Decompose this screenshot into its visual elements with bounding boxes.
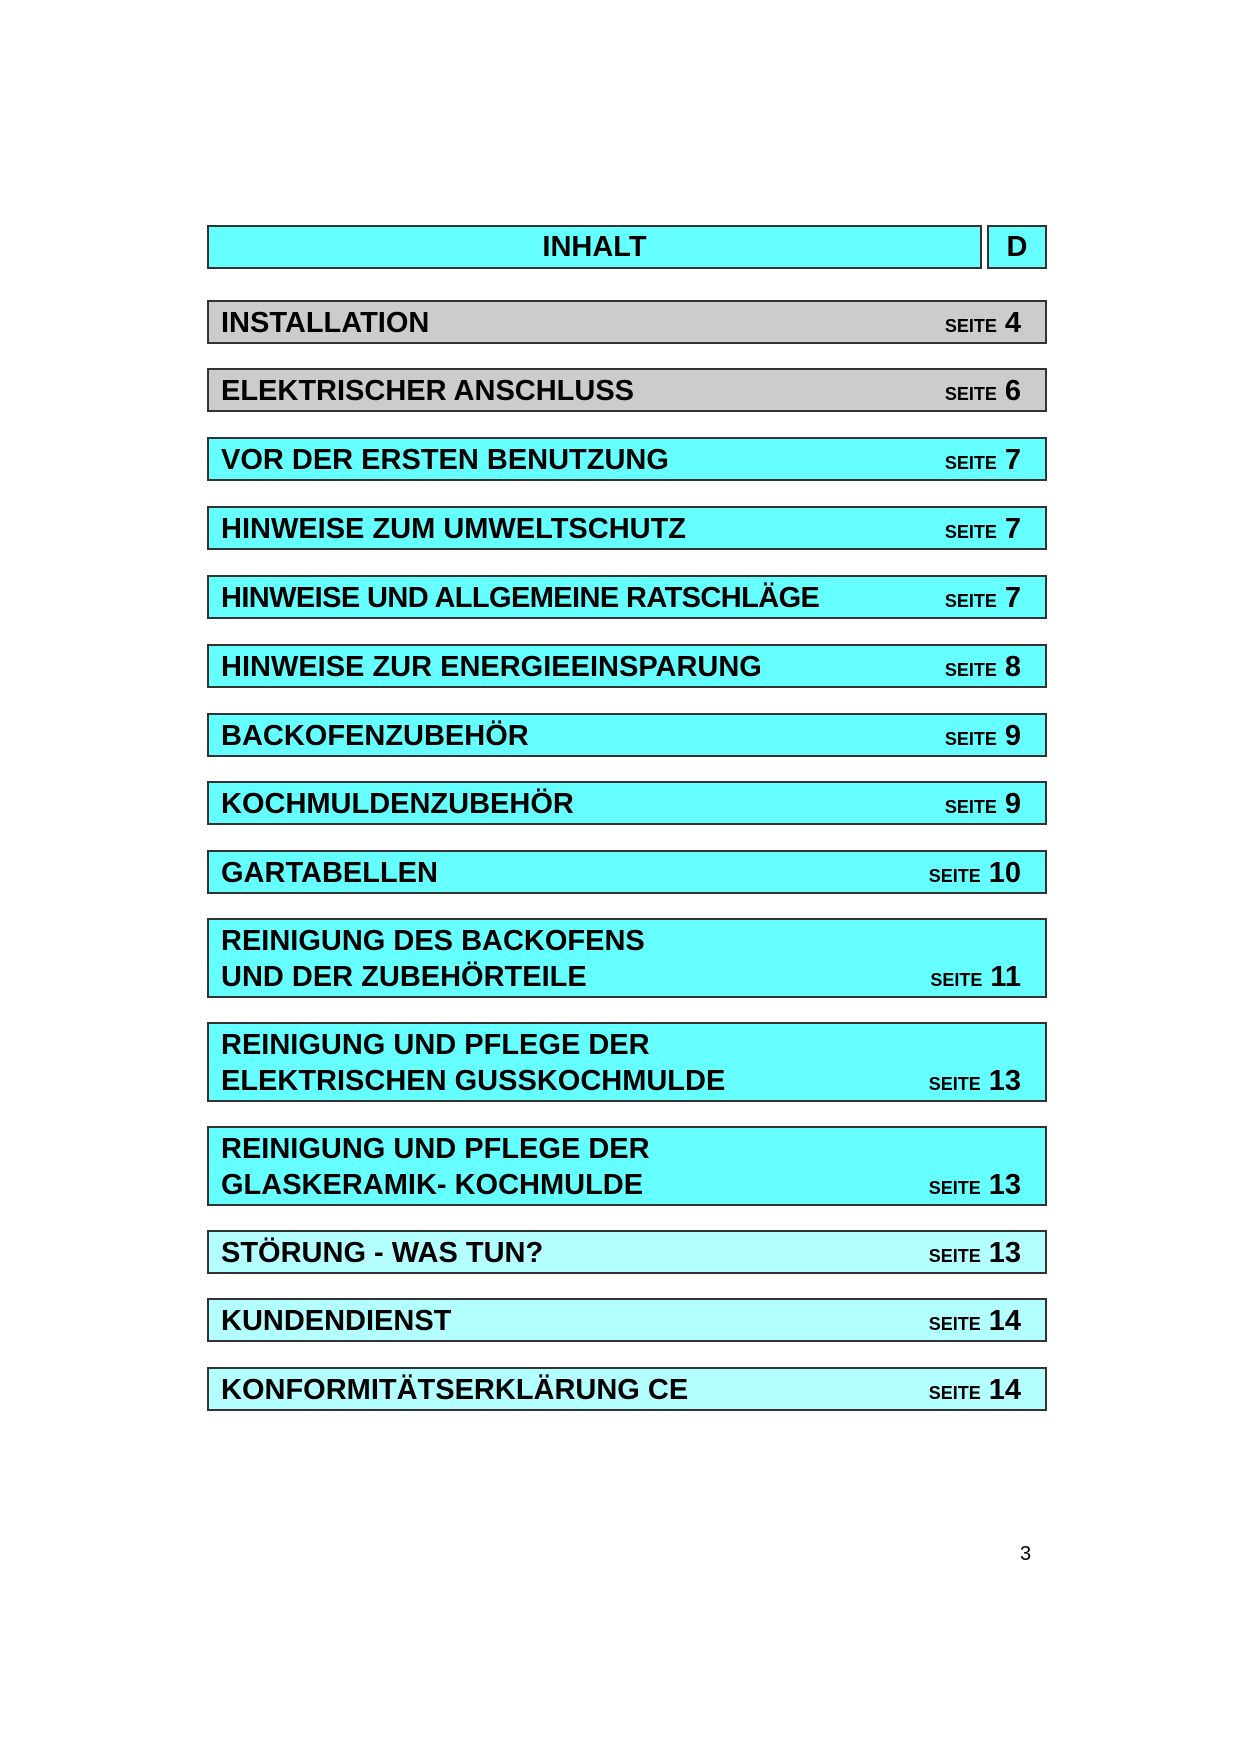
toc-item-gartabellen[interactable]	[207, 850, 1047, 894]
toc-item-title: HINWEISE ZUR ENERGIEEINSPARUNG	[221, 651, 762, 683]
toc-item-konformitaetserklaerung[interactable]	[207, 1367, 1047, 1411]
page-number-ref: 7	[1004, 444, 1021, 476]
toc-item-reinigung-gusskochmulde[interactable]	[207, 1022, 1047, 1102]
page-number-ref: 14	[988, 1374, 1021, 1406]
toc-item-page	[945, 307, 1045, 342]
page-label: SEITE	[944, 453, 997, 473]
toc-item-stoerung[interactable]	[207, 1230, 1047, 1274]
page-number-ref: 4	[1004, 307, 1021, 339]
toc-item-page	[945, 651, 1045, 686]
toc-item-title: BACKOFENZUBEHÖR	[221, 720, 529, 752]
toc-item-page	[945, 582, 1045, 617]
toc-item-installation[interactable]	[207, 300, 1047, 344]
toc-item-vor-der-ersten-benutzung[interactable]	[207, 437, 1047, 481]
page-label: SEITE	[928, 1246, 981, 1266]
toc-item-title: HINWEISE UND ALLGEMEINE RATSCHLÄGE	[221, 582, 820, 614]
page-label: SEITE	[944, 660, 997, 680]
toc-item-energieeinsparung[interactable]	[207, 644, 1047, 688]
toc-item-kochmuldenzubehoer[interactable]	[207, 781, 1047, 825]
page-number-ref: 13	[988, 1169, 1021, 1201]
toc-item-page	[929, 1169, 1045, 1204]
page-label: SEITE	[944, 316, 997, 336]
toc-item-page	[945, 444, 1045, 479]
toc-item-kundendienst[interactable]	[207, 1298, 1047, 1342]
toc-item-backofenzubehoer[interactable]	[207, 713, 1047, 757]
page-number-ref: 8	[1004, 651, 1021, 683]
page-label: SEITE	[928, 866, 981, 886]
page-number-ref: 10	[988, 857, 1021, 889]
toc-item-reinigung-glaskeramik[interactable]	[207, 1126, 1047, 1206]
page-number-ref: 7	[1004, 582, 1021, 614]
page-number-ref: 11	[990, 961, 1021, 993]
toc-item-title: HINWEISE ZUM UMWELTSCHUTZ	[221, 513, 687, 545]
page-label: SEITE	[944, 729, 997, 749]
toc-item-reinigung-backofen[interactable]	[207, 918, 1047, 998]
page-number-ref: 9	[1004, 788, 1021, 820]
toc-item-title: GARTABELLEN	[221, 857, 438, 889]
page-label: SEITE	[944, 384, 997, 404]
toc-header	[207, 225, 1047, 269]
toc-item-page	[945, 720, 1045, 755]
toc-item-elektrischer-anschluss[interactable]	[207, 368, 1047, 412]
toc-item-title: KUNDENDIENST	[221, 1305, 452, 1337]
toc-item-title: REINIGUNG UND PFLEGE DER GLASKERAMIK- KOCHMULDE	[221, 1133, 650, 1201]
page-label: SEITE	[944, 591, 997, 611]
toc-item-title: REINIGUNG DES BACKOFENS UND DER ZUBEHÖRTEILE	[221, 925, 645, 993]
toc-item-page	[930, 961, 1045, 996]
page-number-ref: 7	[1004, 513, 1021, 545]
toc-heading: INHALT	[207, 225, 982, 269]
toc-item-title: VOR DER ERSTEN BENUTZUNG	[221, 444, 669, 476]
toc-item-hinweise-ratschlaege[interactable]	[207, 575, 1047, 619]
toc-item-title: REINIGUNG UND PFLEGE DER ELEKTRISCHEN GUSSKOCHMULDE	[221, 1029, 726, 1097]
toc-item-page	[929, 1065, 1045, 1100]
page-label: SEITE	[944, 797, 997, 817]
toc-item-page	[929, 1237, 1045, 1272]
page-label: SEITE	[928, 1314, 981, 1334]
toc-item-page	[929, 1374, 1045, 1409]
page-label: SEITE	[944, 522, 997, 542]
page-label: SEITE	[930, 970, 983, 990]
page-number-ref: 6	[1004, 375, 1021, 407]
page-label: SEITE	[928, 1178, 981, 1198]
toc-item-page	[945, 788, 1045, 823]
toc-item-page	[929, 1305, 1045, 1340]
toc-item-page	[945, 375, 1045, 410]
toc-item-title: STÖRUNG - WAS TUN?	[221, 1237, 544, 1269]
toc-item-title: ELEKTRISCHER ANSCHLUSS	[221, 375, 635, 407]
language-badge: D	[987, 225, 1047, 269]
toc-item-page	[945, 513, 1045, 548]
toc-item-title: KONFORMITÄTSERKLÄRUNG CE	[221, 1374, 689, 1406]
page-number-ref: 9	[1004, 720, 1021, 752]
page-label: SEITE	[928, 1383, 981, 1403]
toc-item-page	[929, 857, 1045, 892]
page-number-ref: 13	[988, 1237, 1021, 1269]
page-number-ref: 14	[988, 1305, 1021, 1337]
toc-item-title: KOCHMULDENZUBEHÖR	[221, 788, 574, 820]
toc-item-title: INSTALLATION	[221, 307, 430, 339]
page-number: 3	[1020, 1543, 1032, 1565]
page-label: SEITE	[928, 1074, 981, 1094]
page-number-ref: 13	[988, 1065, 1021, 1097]
toc-item-hinweise-umweltschutz[interactable]	[207, 506, 1047, 550]
